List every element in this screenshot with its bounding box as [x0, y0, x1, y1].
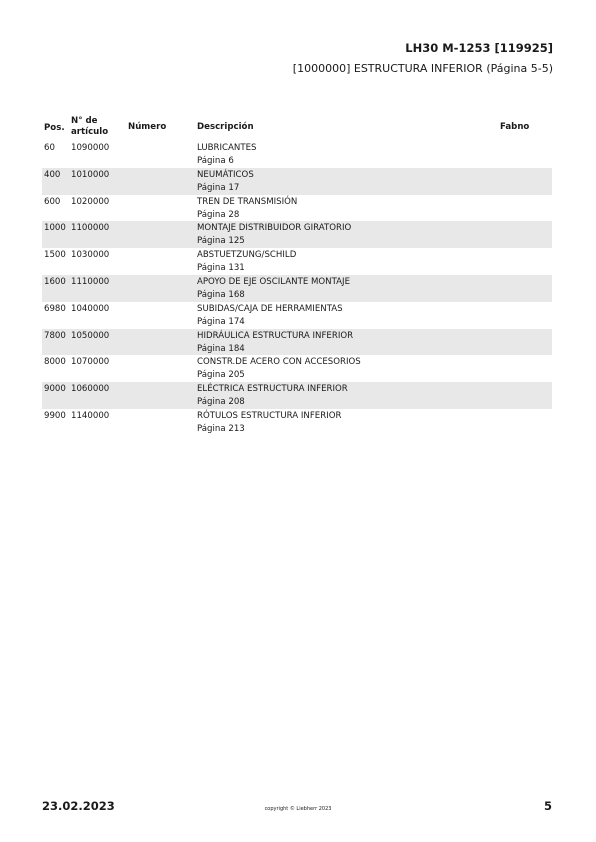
- column-header-description: Descripción: [197, 122, 254, 132]
- table-row: [42, 302, 552, 329]
- cell-pos: 9000: [44, 384, 66, 395]
- cell-description: ELÉCTRICA ESTRUCTURA INFERIOR: [197, 384, 348, 395]
- cell-description: NEUMÁTICOS: [197, 169, 254, 180]
- cell-description: TREN DE TRANSMISIÓN: [197, 196, 298, 207]
- document-subtitle: [1000000] ESTRUCTURA INFERIOR (Página 5-5): [292, 62, 553, 75]
- cell-page-reference: Página 6: [197, 156, 234, 166]
- parts-table: [42, 115, 552, 436]
- cell-page-reference: Página 125: [197, 236, 245, 247]
- cell-page-reference: Página 168: [197, 289, 245, 300]
- cell-page-reference: Página 208: [197, 397, 245, 408]
- footer-page-number: 5: [543, 799, 552, 813]
- cell-description: RÓTULOS ESTRUCTURA INFERIOR: [197, 410, 342, 421]
- table-row: [42, 329, 552, 356]
- cell-article: 1110000: [71, 276, 110, 287]
- cell-article: 1070000: [71, 357, 110, 368]
- cell-pos: 8000: [44, 357, 66, 368]
- cell-description: ABSTUETZUNG/SCHILD: [197, 250, 297, 261]
- cell-pos: 6980: [44, 303, 66, 314]
- document-title: LH30 M-1253 [119925]: [405, 41, 553, 55]
- table-row: [42, 382, 552, 409]
- cell-description: HIDRÁULICA ESTRUCTURA INFERIOR: [197, 330, 354, 341]
- cell-description: SUBIDAS/CAJA DE HERRAMIENTAS: [197, 303, 343, 314]
- footer-copyright: copyright © Liebherr 2023: [264, 806, 332, 812]
- table-body: [42, 141, 552, 436]
- table-row: [42, 195, 552, 222]
- cell-page-reference: Página 174: [197, 316, 245, 327]
- table-row: [42, 409, 552, 436]
- cell-article: 1140000: [71, 410, 110, 421]
- cell-page-reference: Página 28: [197, 209, 240, 220]
- cell-pos: 60: [44, 143, 55, 153]
- table-row: [42, 355, 552, 382]
- cell-article: 1060000: [71, 384, 110, 395]
- column-header-number: Número: [128, 122, 167, 132]
- cell-pos: 400: [44, 169, 61, 180]
- cell-article: 1020000: [71, 196, 110, 207]
- table-row: [42, 248, 552, 275]
- cell-article: 1090000: [71, 143, 110, 153]
- cell-pos: 600: [44, 196, 61, 207]
- table-row: [42, 275, 552, 302]
- cell-description: LUBRICANTES: [197, 143, 257, 153]
- table-row: [42, 221, 552, 248]
- column-header-pos: Pos.: [44, 123, 65, 133]
- cell-pos: 7800: [44, 330, 66, 341]
- cell-pos: 1000: [44, 223, 66, 234]
- cell-page-reference: Página 17: [197, 182, 240, 193]
- cell-article: 1010000: [71, 169, 110, 180]
- cell-pos: 1500: [44, 250, 66, 261]
- cell-page-reference: Página 205: [197, 370, 245, 381]
- cell-pos: 9900: [44, 410, 66, 421]
- cell-page-reference: Página 184: [197, 343, 245, 354]
- cell-article: 1050000: [71, 330, 110, 341]
- footer-date: 23.02.2023: [42, 799, 115, 813]
- table-header: [42, 115, 552, 141]
- column-header-article: N° de artículo: [71, 116, 109, 137]
- cell-page-reference: Página 131: [197, 263, 245, 274]
- cell-description: APOYO DE EJE OSCILANTE MONTAJE: [197, 276, 351, 287]
- table-row: [42, 141, 552, 168]
- cell-article: 1040000: [71, 303, 110, 314]
- cell-article: 1030000: [71, 250, 110, 261]
- cell-article: 1100000: [71, 223, 110, 234]
- table-row: [42, 168, 552, 195]
- cell-description: MONTAJE DISTRIBUIDOR GIRATORIO: [197, 223, 352, 234]
- column-header-fabno: Fabno: [500, 122, 530, 132]
- cell-page-reference: Página 213: [197, 423, 245, 434]
- cell-pos: 1600: [44, 276, 66, 287]
- cell-description: CONSTR.DE ACERO CON ACCESORIOS: [197, 357, 361, 368]
